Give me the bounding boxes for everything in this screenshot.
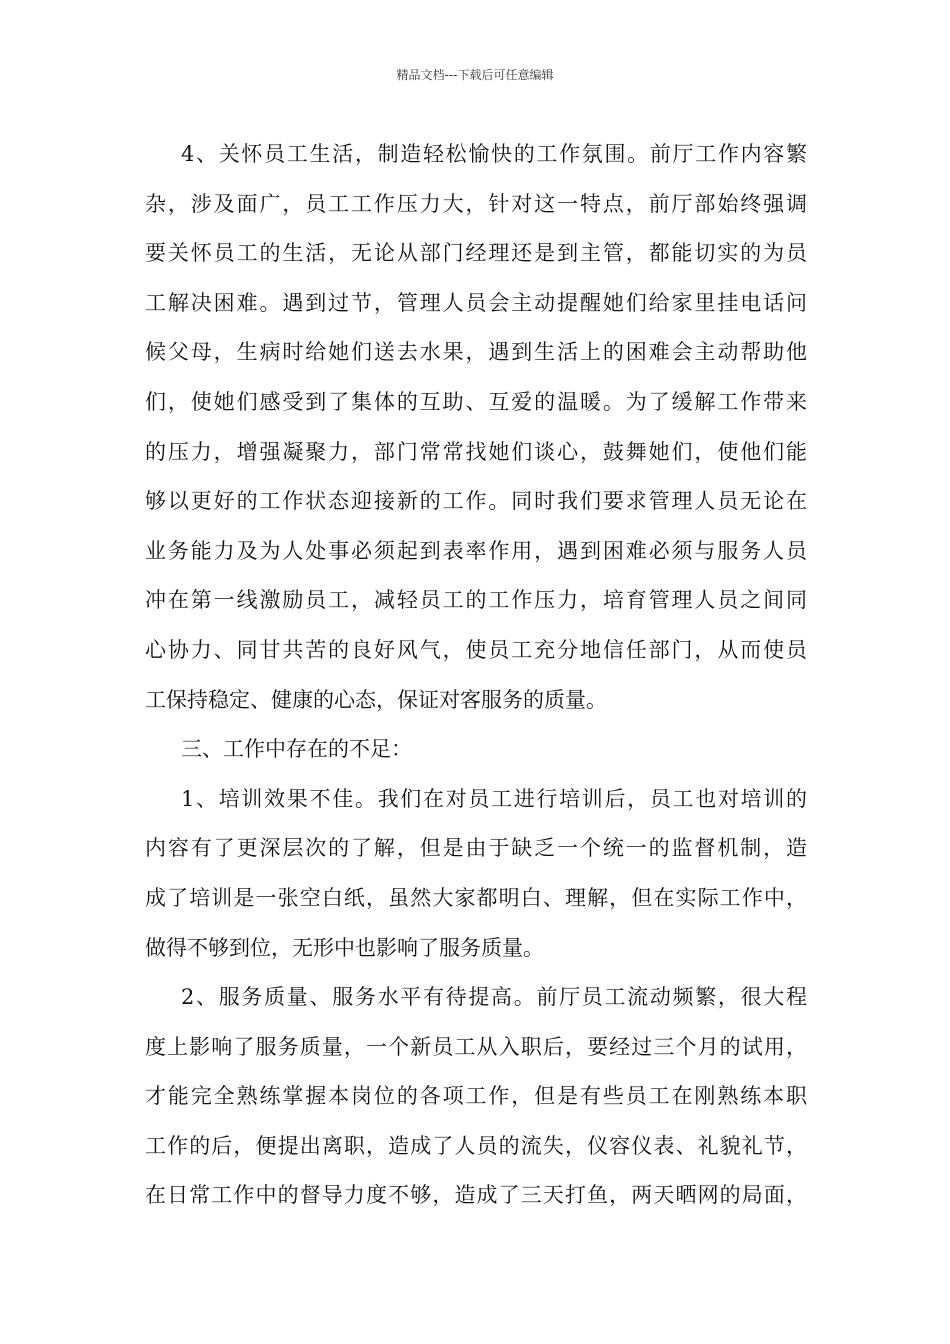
- paragraph-line: 在日常工作中的督导力度不够，造成了三天打鱼，两天晒网的局面，: [145, 1183, 807, 1208]
- paragraph-line: 冲在第一线激励员工，减轻员工的工作压力，培育管理人员之间同: [145, 588, 807, 613]
- paragraph-line: 业务能力及为人处事必须起到表率作用，遇到困难必须与服务人员: [145, 538, 807, 563]
- page-header: 精品文档---下载后可任意编辑: [396, 68, 554, 82]
- paragraph-line: 候父母，生病时给她们送去水果，遇到生活上的困难会主动帮助他: [145, 340, 807, 365]
- paragraph-line: 心协力、同甘共苦的良好风气，使员工充分地信任部门，从而使员: [145, 637, 807, 662]
- paragraph-line: 的压力，增强凝聚力，部门常常找她们谈心，鼓舞她们，使他们能: [145, 439, 807, 464]
- paragraph-line: 2、服务质量、服务水平有待提高。前厅员工流动频繁，很大程: [181, 985, 807, 1010]
- paragraph-line: 内容有了更深层次的了解，但是由于缺乏一个统一的监督机制，造: [145, 836, 807, 861]
- paragraph-line: 4、关怀员工生活，制造轻松愉快的工作氛围。前厅工作内容繁: [181, 142, 807, 166]
- section-heading: 三、工作中存在的不足：: [181, 737, 412, 762]
- paragraph-line: 够以更好的工作状态迎接新的工作。同时我们要求管理人员无论在: [145, 489, 807, 514]
- paragraph-line: 工解决困难。遇到过节，管理人员会主动提醒她们给家里挂电话问: [145, 290, 807, 315]
- paragraph-line: 成了培训是一张空白纸，虽然大家都明白、理解，但在实际工作中，: [145, 885, 807, 910]
- paragraph-line: 1、培训效果不佳。我们在对员工进行培训后，员工也对培训的: [181, 786, 807, 811]
- paragraph-line: 工作的后，便提出离职，造成了人员的流失，仪容仪表、礼貌礼节，: [145, 1133, 807, 1158]
- paragraph-line: 工保持稳定、健康的心态，保证对客服务的质量。: [145, 687, 607, 712]
- paragraph-line: 要关怀员工的生活，无论从部门经理还是到主管，都能切实的为员: [145, 241, 807, 266]
- paragraph-line: 度上影响了服务质量，一个新员工从入职后，要经过三个月的试用，: [145, 1034, 807, 1059]
- document-body: [145, 130, 807, 1221]
- paragraph-line: 做得不够到位，无形中也影响了服务质量。: [145, 935, 544, 960]
- paragraph-line: 杂，涉及面广，员工工作压力大，针对这一特点，前厅部始终强调: [145, 191, 807, 216]
- paragraph-line: 们，使她们感受到了集体的互助、互爱的温暖。为了缓解工作带来: [145, 389, 807, 414]
- paragraph-line: 才能完全熟练掌握本岗位的各项工作，但是有些员工在刚熟练本职: [145, 1084, 807, 1109]
